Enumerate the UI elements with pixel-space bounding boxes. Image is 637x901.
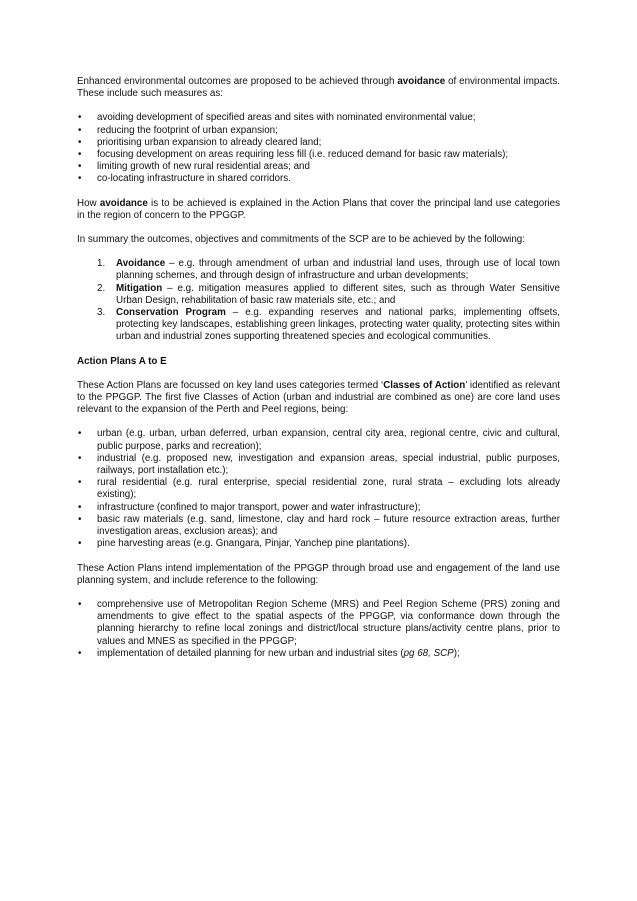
how-avoidance-paragraph: How avoidance is to be achieved is explained in the Action Plans that cover the principal land use categories in the region of concern to the PPGGP. (77, 197, 560, 221)
list-item: • co-locating infrastructure in shared corridors. (78, 173, 291, 185)
document-page (77, 76, 560, 660)
bullet-icon: • (78, 136, 82, 148)
bullet-icon: • (78, 149, 82, 161)
bullet-icon: • (78, 538, 82, 550)
bullet-icon: • (78, 112, 82, 124)
list-item: • industrial (e.g. proposed new, investigation and expansion areas, special industrial, public purposes, railways, port installation etc.); (78, 452, 560, 477)
intro-paragraph: Enhanced environmental outcomes are proposed to be achieved through avoidance of environmental impacts. These include such measures as: (77, 76, 560, 100)
list-item: • basic raw materials (e.g. sand, limestone, clay and hard rock – future resource extraction areas, further investigation areas, exclusion areas); and (78, 513, 560, 538)
list-item: • prioritising urban expansion to already cleared land; (78, 136, 322, 148)
avoidance-measures-list (77, 112, 560, 185)
implementation-list (77, 599, 560, 660)
outcomes-list (77, 258, 560, 343)
bullet-icon: • (78, 161, 82, 173)
list-item: • urban (e.g. urban, urban deferred, urban expansion, central city area, regional centre, civic and cultural, public purpose, parks and recreation); (78, 428, 560, 452)
bullet-icon: • (78, 124, 82, 136)
list-item: 1. Avoidance – e.g. through amendment of urban and industrial land uses, through use of local town planning schemes, and through design of infrastructure and urban developments; (97, 258, 560, 282)
summary-paragraph: In summary the outcomes, objectives and commitments of the SCP are to be achieved by the following: (77, 234, 525, 246)
bullet-icon: • (78, 477, 82, 489)
bullet-icon: • (78, 452, 82, 464)
section-heading: Action Plans A to E (77, 355, 167, 367)
list-item: • limiting growth of new rural residential areas; and (78, 161, 310, 173)
list-item: • comprehensive use of Metropolitan Region Scheme (MRS) and Peel Region Scheme (PRS) zoning and amendments to give effect to the spatial aspects of the PPGGP, via conformance down through the planning hierarchy to refine local zonings and district/local structure plans/activity centre plans, prior to values and MNES as specified in the PPGGP; (78, 598, 560, 647)
list-item: • avoiding development of specified areas and sites with nominated environmental value; (78, 112, 476, 124)
list-item: 2. Mitigation – e.g. mitigation measures applied to different sites, such as through Water Sensitive Urban Design, rehabilitation of basic raw materials site, etc.; and (97, 282, 560, 306)
action-plans-intro-paragraph: These Action Plans are focussed on key land uses categories termed ‘Classes of Action’ identified as relevant to the PPGGP. The first five Classes of Action (urban and industrial are combined as one) are core land uses relevant to the expansion of the Perth and Peel regions, being: (77, 379, 560, 416)
bullet-icon: • (78, 598, 82, 610)
list-item: • infrastructure (confined to major transport, power and water infrastructure); (78, 501, 421, 513)
list-item: • rural residential (e.g. rural enterprise, special residential zone, rural strata – excluding lots already existing); (78, 477, 560, 501)
bullet-icon: • (78, 173, 82, 185)
list-item: • implementation of detailed planning for new urban and industrial sites (pg 68, SCP); (78, 647, 460, 659)
bullet-icon: • (78, 428, 82, 440)
bullet-icon: • (78, 513, 82, 525)
list-item: • focusing development on areas requiring less fill (i.e. reduced demand for basic raw materials); (78, 149, 509, 161)
bullet-icon: • (78, 647, 82, 659)
list-item: • pine harvesting areas (e.g. Gnangara, Pinjar, Yanchep pine plantations). (78, 538, 410, 550)
list-item: 3. Conservation Program – e.g. expanding reserves and national parks, implementing offsets, protecting key landscapes, establishing green linkages, protecting water quality, protecting sites within urban and industrial zones supporting threatened species and ecological communities. (97, 307, 560, 343)
bullet-icon: • (78, 501, 82, 513)
list-item: • reducing the footprint of urban expansion; (78, 124, 278, 136)
implementation-paragraph: These Action Plans intend implementation of the PPGGP through broad use and engagement of the land use planning system, and include reference to the following: (77, 562, 560, 586)
classes-of-action-list (77, 428, 560, 550)
